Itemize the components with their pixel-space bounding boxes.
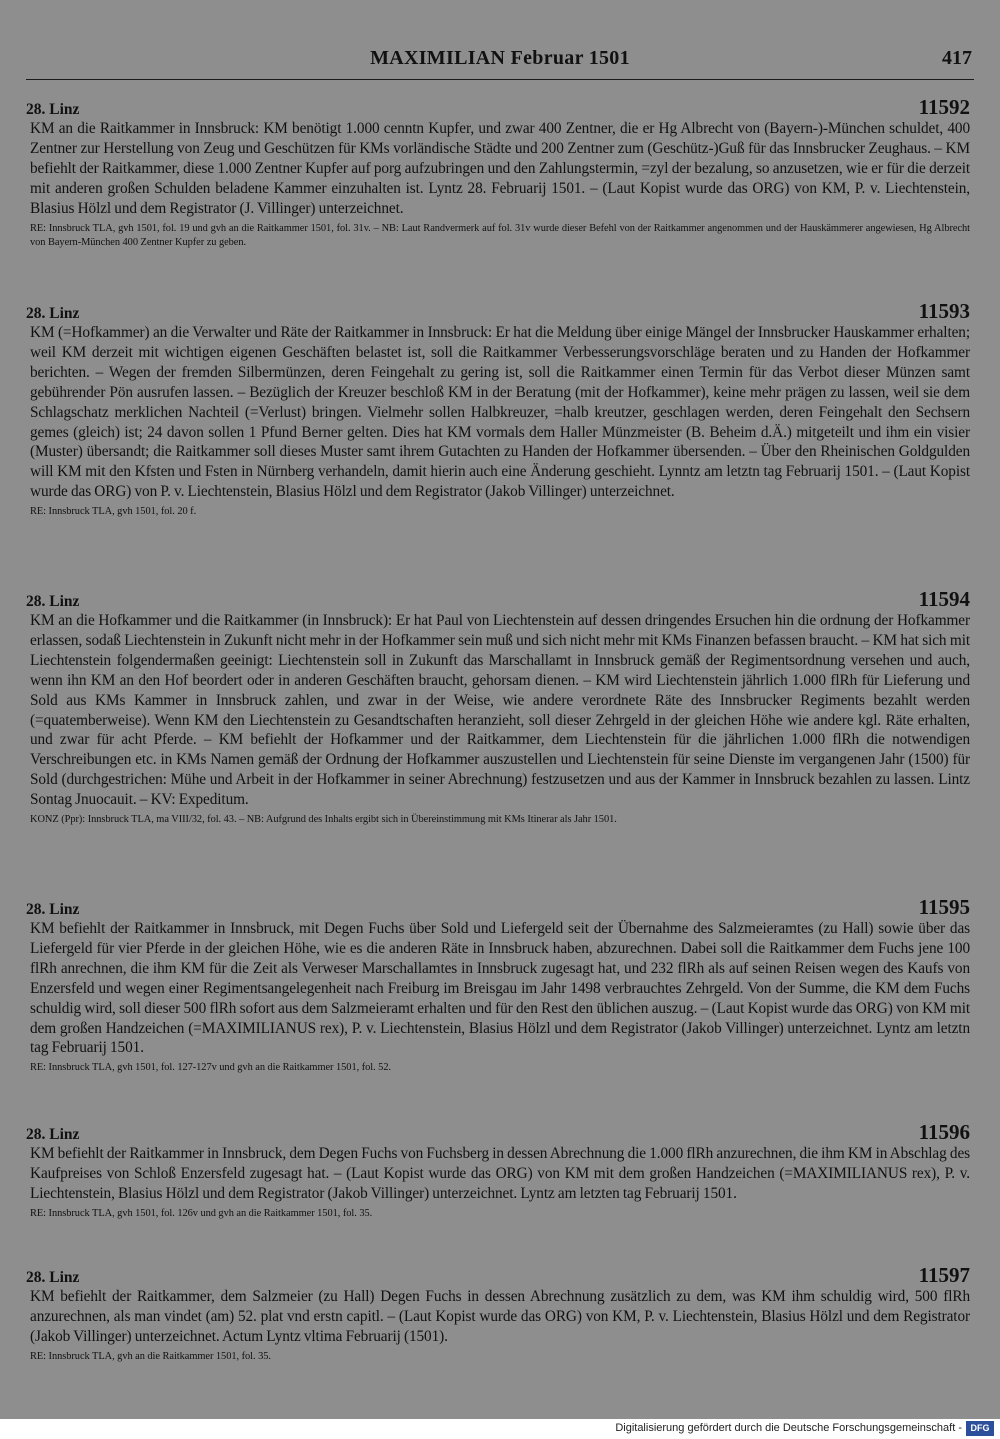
entry-11594: [26, 589, 970, 827]
entry-number: 11592: [918, 95, 970, 119]
entry-11597: [26, 1265, 970, 1364]
entry-date-place: 28. Linz: [26, 1269, 80, 1286]
dfg-logo: DFG: [966, 1421, 994, 1436]
entry-text: KM befiehlt der Raitkammer in Innsbruck, mit Degen Fuchs über Sold und Liefergeld seit der Übernahme des Salzmeieramtes (zu Hall) sowie über das Liefergeld für vier Pferde in der gleichen Höhe, wie es die anderen Räte in Innsbruck haben, abzurechnen. Dabei soll die Raitkammer dem Fuchs jene 100 flRh anrechnen, die ihm KM für die Zeit als Verweser Marschallamtes in Innsbruck zugesagt hat, und 232 flRh als auf seinen Reisen wegen des Kaufs von Enzersfeld und wegen einer Regimentsangelegenheit nach Freiburg im Breisgau im Jahr 1498 verbrauchtes Zehrgeld. Von der Summe, die KM dem Fuchs schuldig wird, soll dieser 500 flRh sofort aus dem Salzmeieramt erhalten und für den Rest den üblichen auszug. – (Laut Kopist wurde das ORG) von KM mit dem großen Handzeichen (=MAXIMILIANUS rex), P. v. Liechtenstein, Blasius Hölzl und dem Registrator (Jakob Villinger) unterzeichnet. Lyntz am letztn tag Februarij 1501.: [30, 920, 970, 1057]
entry-header: [26, 97, 970, 119]
entry-header: [26, 1265, 970, 1287]
entry-date-place: 28. Linz: [26, 1126, 80, 1143]
entry-text: KM befiehlt der Raitkammer in Innsbruck, dem Degen Fuchs von Fuchsberg in dessen Abrechnung die 1.000 flRh anzurechnen, die ihm KM in Abschlag des Kaufpreises von Schloß Enzersfeld zugesagt hat. – (Laut Kopist wurde das ORG) von KM mit dem großen Handzeichen (=MAXIMILIANUS rex), P. v. Liechtenstein, Blasius Hölzl und dem Registrator (Jakob Villinger) unterzeichnet. Lyntz am letzten tag Februarij 1501.: [30, 1145, 970, 1202]
page-header: [26, 45, 974, 80]
entry-number: 11593: [918, 299, 970, 323]
funding-notice: Digitalisierung gefördert durch die Deutsche Forschungsgemeinschaft -: [615, 1422, 962, 1434]
entry-text: KM befiehlt der Raitkammer, dem Salzmeier (zu Hall) Degen Fuchs in dessen Abrechnung zusätzlich zu dem, was KM ihm schuldig wird, 500 flRh anzurechnen, als man vindet (am) 52. plat vnd erstn capitl. – (Laut Kopist wurde das ORG) von KM, P. v. Liechtenstein, Blasius Hölzl und dem Registrator (Jakob Villinger) unterzeichnet. Actum Lyntz vltima Februarij (1501).: [30, 1288, 970, 1345]
entry-source-note: KONZ (Ppr): Innsbruck TLA, ma VIII/32, fol. 43. – NB: Aufgrund des Inhalts ergibt sich in Übereinstimmung mit KMs Itinerar als Jahr 1501.: [30, 814, 617, 826]
entry-source-note: RE: Innsbruck TLA, gvh 1501, fol. 127-127v und gvh an die Raitkammer 1501, fol. 52.: [30, 1062, 392, 1074]
entry-source-note: RE: Innsbruck TLA, gvh 1501, fol. 20 f.: [30, 506, 197, 518]
entry-11596: [26, 1122, 970, 1221]
entry-date-place: 28. Linz: [26, 593, 80, 610]
entry-number: 11597: [918, 1263, 970, 1287]
entry-text: KM an die Hofkammer und die Raitkammer (in Innsbruck): Er hat Paul von Liechtenstein auf dessen dringendes Ersuchen hin die ordnung der Hofkammer erlassen, sodaß Liechtenstein in Zukunft nicht mehr in der Hofkammer sein muß und sich nicht mehr mit KMs Finanzen befassen braucht. – KM hat sich mit Liechtenstein folgendermaßen geeinigt: Liechtenstein soll in Zukunft das Marschallamt in Innsbruck gemäß der Regimentsordnung versehen und auch, wenn ihn KM an den Hof beordert oder in anderen Geschäften braucht, gehorsam dienen. – KM wird Liechtenstein jährlich 1.000 flRh für Lieferung und Sold aus KMs Kammer in Innsbruck zahlen, und zwar in der Weise, wie andere verordnete Räte des Innsbrucker Regiments bezahlt werden (=quatemberweise). Wenn KM den Liechtenstein zu Gesandtschaften heranzieht, soll dieser Zehrgeld in der gleichen Höhe wie andere kgl. Räte erhalten, und zwar für acht Pferde. – KM befiehlt der Hofkammer und der Raitkammer, dem Liechtenstein für die jährlichen 1.000 flRh die notwendigen Verschreibungen etc. in KMs Namen gemäß der Ordnung der Hofkammer auszustellen und Liechtenstein für seine Dienste im vergangenen Jahr (1500) für Sold (durchgestrichen: Mühe und Arbeit in der Hofkammer in seiner Abrechnung) festzusetzen und aus der Kammer in Innsbruck bezahlen zu lassen. Lintz Sontag Jnuocauit. – KV: Expeditum.: [30, 612, 970, 809]
running-title: MAXIMILIAN Februar 1501: [370, 47, 630, 69]
entry-date-place: 28. Linz: [26, 305, 80, 322]
entry-11595: [26, 897, 970, 1075]
entry-text: KM an die Raitkammer in Innsbruck: KM benötigt 1.000 cenntn Kupfer, und zwar 400 Zentner, die er Hg Albrecht von (Bayern-)-München schuldet, 400 Zentner zur Herstellung von Zeug und Geschützen für KMs vorländische Städte und 200 Zentner zum (Geschütz-)Guß für das Innsbrucker Zeughaus. – KM befiehlt der Raitkammer, diese 1.000 Zentner Kupfer auf porg aufzubringen und den Zahlungstermin, =zyl der bezalung, so anzusetzen, wie er für die derzeit mit anderen großen Schulden beladene Kammer einzuhalten ist. Lyntz 28. Februarij 1501. – (Laut Kopist wurde das ORG) von KM, P. v. Liechtenstein, Blasius Hölzl und dem Registrator (J. Villinger) unterzeichnet.: [30, 120, 970, 217]
entry-header: [26, 1122, 970, 1144]
entry-date-place: 28. Linz: [26, 101, 80, 118]
entry-header: [26, 589, 970, 611]
entry-text: KM (=Hofkammer) an die Verwalter und Räte der Raitkammer in Innsbruck: Er hat die Meldung über einige Mängel der Innsbrucker Hauskammer erhalten; weil KM derzeit mit wichtigen eigenen Geschäften belastet ist, soll die Raitkammer Verbesserungsvorschläge beraten und zu Handen der Hofkammer berichten. – Wegen der fremden Silbermünzen, deren Feingehalt zu gering ist, soll die Raitkammer einen Termin für das Verbot dieser Münzen samt gebührender Pön ausrufen lassen. – Bezüglich der Kreuzer beschloß KM in der Beratung (mit der Hofkammer), keine mehr prägen zu lassen, weil sie dem Schlagschatz merklichen Nachteil (=Verlust) bringen. Vielmehr sollen Halbkreuzer, =halb kreutzer, geschlagen werden, deren Feingehalt den Sechsern gemes (gleich) ist; 24 davon sollen 1 Pfund Berner gelten. Dies hat KM vormals dem Haller Münzmeister (B. Beheim d.Ä.) mitgeteilt und ihm ein visier (Muster) übersandt; die Raitkammer soll dieses Muster samt ihrem Gutachten zu Handen der Hofkammer übersenden. – Über den Rheinischen Goldgulden will KM mit den Kfsten und Fsten in Nürnberg verhandeln, damit hierin auch eine Änderung geschieht. Lynntz am letztn tag Februarij 1501. – (Laut Kopist wurde das ORG) von P. v. Liechtenstein, Blasius Hölzl und dem Registrator (Jakob Villinger) unterzeichnet.: [30, 324, 970, 501]
entry-header: [26, 897, 970, 919]
page-number: 417: [942, 47, 972, 69]
entry-number: 11595: [918, 895, 970, 919]
digitization-footer: [0, 1419, 1000, 1439]
entry-number: 11594: [918, 587, 970, 611]
entry-source-note: RE: Innsbruck TLA, gvh 1501, fol. 126v und gvh an die Raitkammer 1501, fol. 35.: [30, 1207, 373, 1219]
entry-11592: [26, 97, 970, 250]
entry-date-place: 28. Linz: [26, 901, 80, 918]
entry-number: 11596: [918, 1120, 970, 1144]
entry-header: [26, 301, 970, 323]
entry-source-note: RE: Innsbruck TLA, gvh 1501, fol. 19 und gvh an die Raitkammer 1501, fol. 31v. – NB: Laut Randvermerk auf fol. 31v wurde dieser Befehl von der Raitkammer angenommen und der Hauskämmerer angewiesen, Hg Albrecht von Bayern-München 400 Zentner Kupfer zu geben.: [30, 222, 970, 248]
entry-source-note: RE: Innsbruck TLA, gvh an die Raitkammer 1501, fol. 35.: [30, 1350, 271, 1362]
entry-11593: [26, 301, 970, 519]
